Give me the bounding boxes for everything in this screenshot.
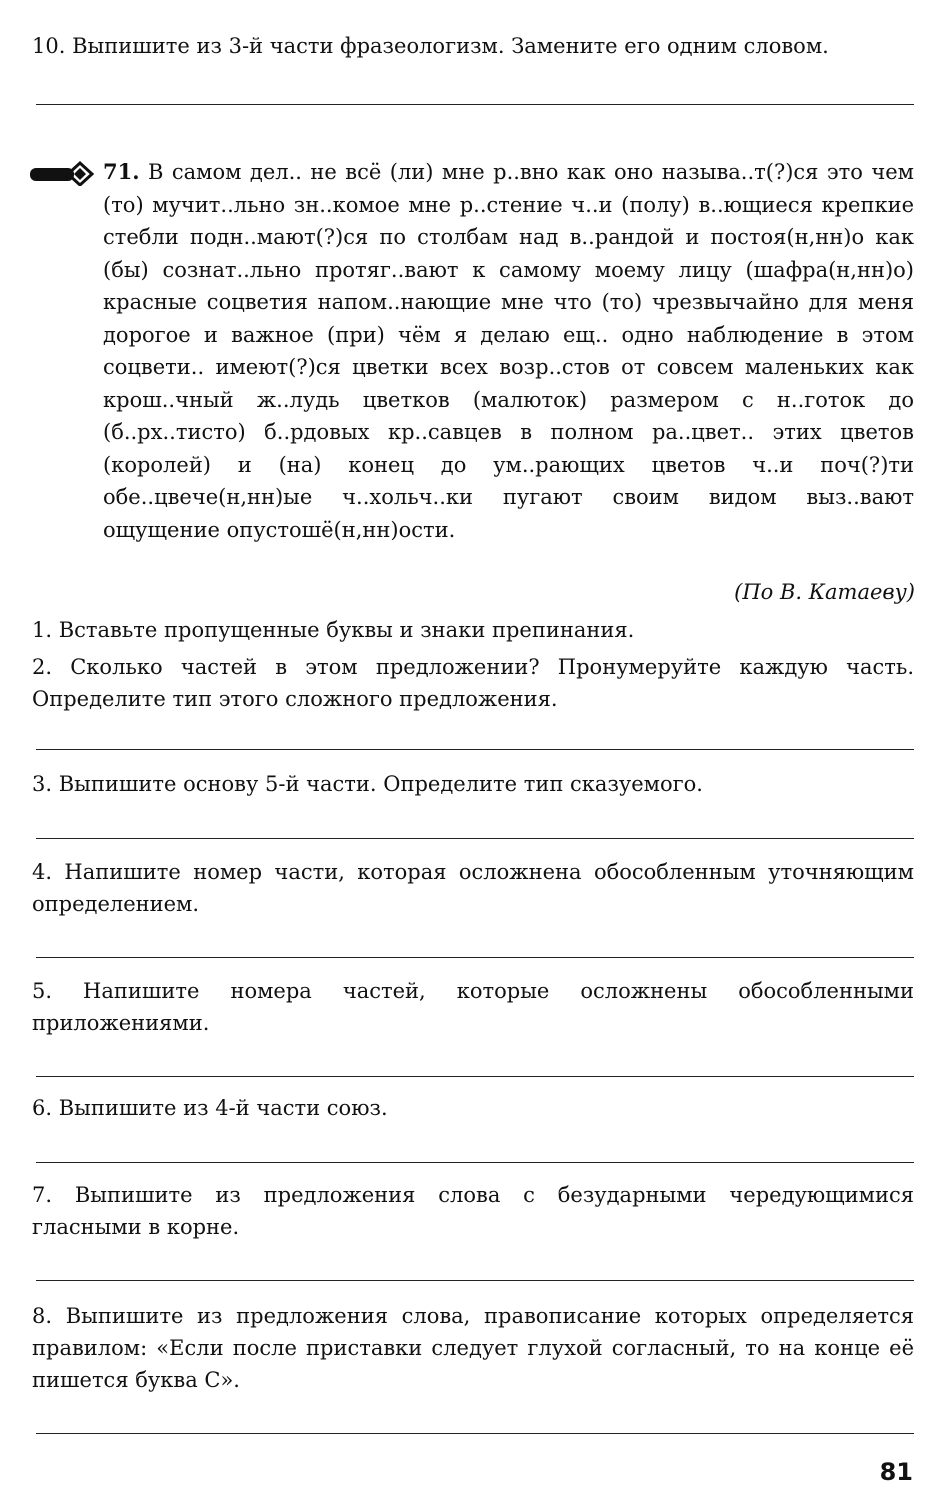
exercise-number: 71. xyxy=(103,159,140,184)
answer-line-task-5[interactable] xyxy=(36,1076,914,1077)
task-5: 5. Напишите номера частей, которые осложнены обособленными приложениями. xyxy=(32,979,914,1035)
task-3: 3. Выпишите основу 5-й части. Определите тип сказуемого. xyxy=(32,772,703,796)
answer-line-task-8[interactable] xyxy=(36,1433,914,1434)
answer-line-task-10[interactable] xyxy=(36,104,914,105)
page-number: 81 xyxy=(879,1458,913,1486)
answer-line-task-3[interactable] xyxy=(36,838,914,839)
task-1: 1. Вставьте пропущенные буквы и знаки препинания. xyxy=(32,618,635,642)
exercise-71-text xyxy=(103,156,914,546)
exercise-marker-icon xyxy=(28,160,96,186)
exercise-body: В самом дел.. не всё (ли) мне р..вно как оно называ..т(?)ся это чем (то) мучит..льно зн..комое мне р..стение ч..и (полу) в..ющиеся крепкие стебли подн..мают(?)ся по столбам над в..рандой и постоя(н,нн)о как (бы) сознат..льно протяг..вают к самому моему лицу (шафра(н,нн)о) красные соцветия напом..нающие мне что (то) чрезвычайно для меня дорогое и важное (при) чём я делаю ещ.. одно наблюдение в этом соцвети.. имеют(?)ся цветки всех возр..стов от совсем маленьких как крош..чный ж..лудь цветков (малюток) размером с н..готок до (б..рх..тисто) б..рдовых кр..савцев в полном ра..цвет.. этих цветов (королей) и (на) конец до ум..рающих цветов ч..и поч(?)ти обе..цвече(н,нн)ые ч..хольч..ки пугают своим видом выз..вают ощущение опустошё(н,нн)ости. xyxy=(103,160,914,542)
task-7: 7. Выпишите из предложения слова с безударными чередующимися гласными в корне. xyxy=(32,1183,914,1239)
exercise-source: (По В. Катаеву) xyxy=(734,580,915,604)
task-8: 8. Выпишите из предложения слова, правописание которых определяется правилом: «Если после приставки следует глухой согласный, то на конце её пишется буква С». xyxy=(32,1304,914,1392)
task-4: 4. Напишите номер части, которая осложнена обособленным уточняющим определением. xyxy=(32,860,914,916)
answer-line-task-2[interactable] xyxy=(36,749,914,750)
answer-line-task-7[interactable] xyxy=(36,1280,914,1281)
task-6: 6. Выпишите из 4-й части союз. xyxy=(32,1096,388,1120)
task-2: 2. Сколько частей в этом предложении? Пронумеруйте каждую часть. Определите тип этого сложного предложения. xyxy=(32,655,914,711)
task-10: 10. Выпишите из 3-й части фразеологизм. Замените его одним словом. xyxy=(32,34,829,58)
answer-line-task-4[interactable] xyxy=(36,957,914,958)
answer-line-task-6[interactable] xyxy=(36,1162,914,1163)
